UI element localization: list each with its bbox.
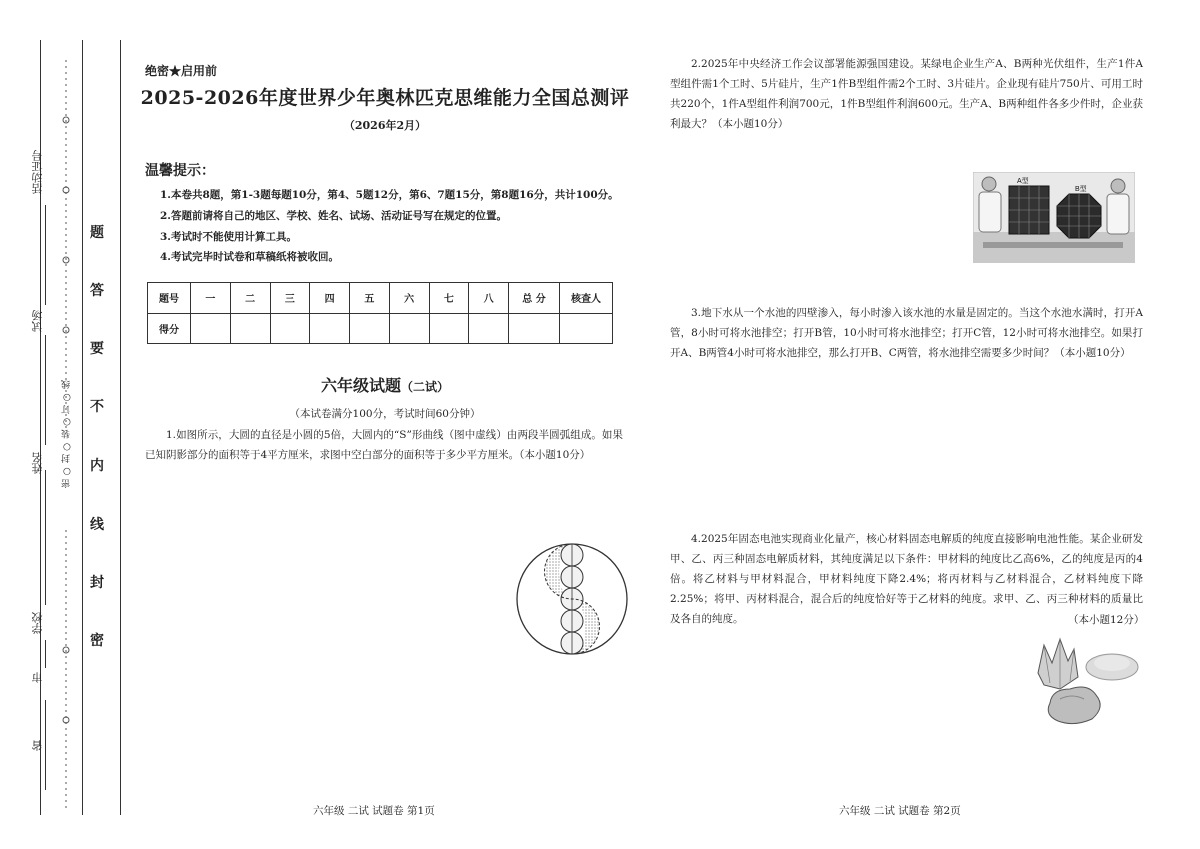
q1-figure	[513, 540, 631, 658]
seal-char-4: 不	[90, 399, 104, 415]
secret-label: 绝密★启用前	[145, 64, 218, 78]
score-header-cell: 题号	[148, 283, 191, 314]
grade-title-round: （二试）	[401, 380, 450, 394]
score-cell[interactable]	[350, 313, 390, 344]
score-cell[interactable]	[560, 313, 613, 344]
question-4-points: （本小题12分）	[1068, 614, 1145, 626]
question-2: 2.2025年中央经济工作会议部署能源强国建设。某绿电企业生产A、B两种光伏组件，生产1件A型组件需1个工时、5片硅片，生产1件B型组件需2个工时、3片硅片。企业现有硅片750片、可用工时共220个，1件A型组件利润700元，1件B型组件利润600元。生产A、B两种组件各多少件时，企业获利最大？（本小题10分）	[670, 58, 1143, 130]
seal-char-1: 题	[90, 225, 104, 241]
footer-page-2: 六年级 二试 试题卷 第2页	[839, 805, 961, 817]
score-header-cell: 二	[230, 283, 270, 314]
tip-1: 1.本卷共8题，第1-3题每题10分，第4、5题12分，第6、7题15分，第8题16分，共计100分。	[160, 189, 619, 201]
score-cell[interactable]	[310, 313, 350, 344]
score-header-cell: 五	[350, 283, 390, 314]
panel-a-label: A型	[1017, 178, 1029, 185]
field-id-label: 活动证号	[31, 150, 44, 194]
score-cell[interactable]	[469, 313, 509, 344]
score-table-header-row	[148, 283, 613, 314]
seal-char-6: 线	[90, 517, 104, 533]
minerals-illustration	[1030, 633, 1140, 728]
exam-date: （2026年2月）	[343, 119, 427, 132]
question-1: 1.如图所示，大圆的直径是小圆的5倍，大圆内的“S”形曲线（图中虚线）由两段半圆弧组成。如果已知阴影部分的面积等于4平方厘米，求图中空白部分的面积等于多少平方厘米。（本小题10分）	[145, 429, 623, 461]
field-venue-line	[45, 205, 46, 305]
field-name-line	[45, 335, 46, 445]
field-name-label: 姓名	[31, 452, 44, 474]
score-header-cell: 四	[310, 283, 350, 314]
footer-page-1: 六年级 二试 试题卷 第1页	[313, 805, 435, 817]
page-left-border	[120, 40, 121, 815]
grade-title-main: 六年级试题	[320, 376, 401, 395]
field-province-label: 省	[31, 740, 44, 751]
field-city-line	[45, 640, 46, 668]
score-header-cell: 三	[270, 283, 310, 314]
score-row-label: 得分	[148, 313, 191, 344]
score-cell[interactable]	[389, 313, 429, 344]
exam-title: 2025-2026年度世界少年奥林匹克思维能力全国总测评	[140, 87, 630, 109]
score-header-cell: 六	[389, 283, 429, 314]
field-school-line	[45, 470, 46, 605]
margin-line-2	[82, 40, 83, 815]
seal-char-8: 密	[90, 633, 104, 649]
tip-2: 2.答题前请将自己的地区、学校、姓名、试场、活动证号写在规定的位置。	[160, 210, 507, 222]
score-table-score-row	[148, 313, 613, 344]
solar-factory-illustration	[973, 172, 1135, 263]
tip-4: 4.考试完毕时试卷和草稿纸将被收回。	[160, 251, 339, 263]
score-header-cell: 一	[191, 283, 231, 314]
exam-info: （本试卷满分100分，考试时间60分钟）	[289, 408, 481, 420]
field-city-label: 市	[31, 672, 44, 683]
score-cell[interactable]	[230, 313, 270, 344]
seal-char-3: 要	[90, 341, 104, 357]
score-table	[147, 282, 613, 344]
field-school-label: 学校	[31, 612, 44, 634]
field-venue-label: 试场	[31, 310, 44, 332]
seal-char-5: 内	[90, 458, 104, 474]
field-province-line	[45, 700, 46, 790]
question-4: 4.2025年固态电池实现商业化量产，核心材料固态电解质的纯度直接影响电池性能。某企业研发甲、乙、丙三种固态电解质材料，其纯度满足以下条件：甲材料的纯度比乙高6%，乙的纯度是丙的4倍。将乙材料与甲材料混合，甲材料纯度下降2.4%；将丙材料与乙材料混合，乙材料纯度下降2.25%；将甲、丙材料混合，混合后的纯度恰好等于乙材料的纯度。求甲、乙、丙三种材料的质量比及各自的纯度。	[670, 533, 1143, 625]
tip-3: 3.考试时不能使用计算工具。	[160, 231, 297, 243]
seal-char-7: 封	[90, 575, 104, 591]
grade-title	[130, 373, 640, 396]
score-header-cell: 七	[429, 283, 469, 314]
seal-char-2: 答	[90, 283, 104, 299]
score-cell[interactable]	[509, 313, 560, 344]
question-3: 3.地下水从一个水池的四壁渗入，每小时渗入该水池的水量是固定的。当这个水池水满时，打开A管，8小时可将水池排空；打开B管，10小时可将水池排空；打开C管，12小时可将水池排空。如果打开A、B两管4小时可将水池排空，那么打开B、C两管，将水池排空需要多少时间？（本小题10分）	[670, 307, 1143, 359]
score-cell[interactable]	[270, 313, 310, 344]
score-cell[interactable]	[429, 313, 469, 344]
score-cell[interactable]	[191, 313, 231, 344]
score-header-cell: 八	[469, 283, 509, 314]
panel-b-label: B型	[1075, 186, 1087, 193]
score-header-cell: 总 分	[509, 283, 560, 314]
tips-heading: 温馨提示：	[145, 163, 215, 179]
seal-line-text: 密 ○ 封 ○ 装 ○ 订 ○ 线	[62, 380, 72, 488]
score-header-cell: 核查人	[560, 283, 613, 314]
